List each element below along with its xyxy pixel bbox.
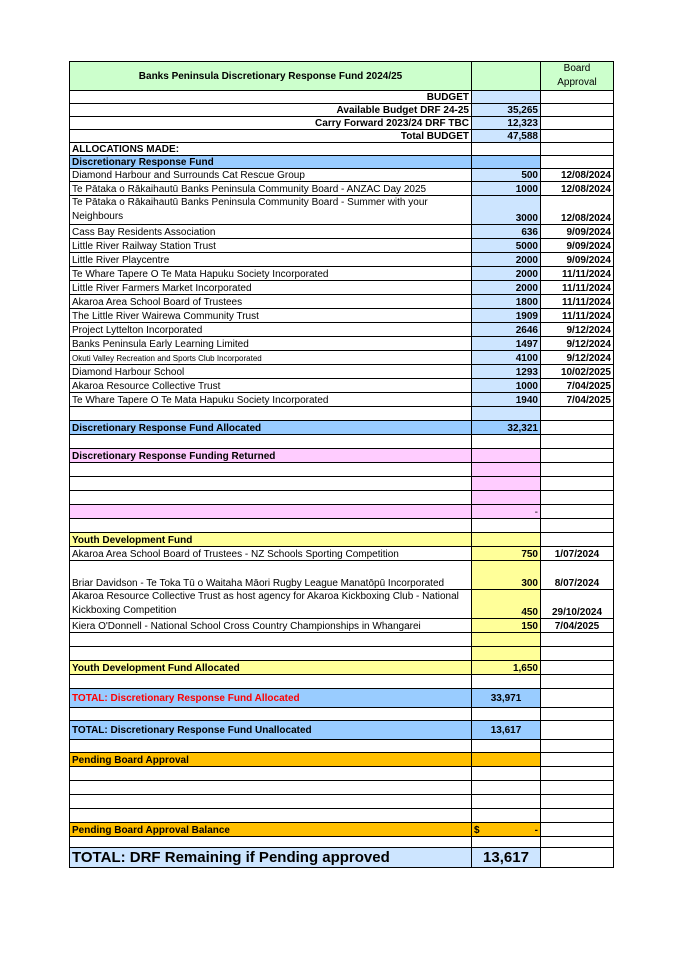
total-unallocated-value: 13,617 [472,721,541,740]
blank-row [70,837,614,848]
table-row: Te Whare Tapere O Te Mata Hapuku Society Incorporated 1940 7/04/2025 [70,393,614,407]
budget-label-row [70,91,614,104]
pending-balance-label: Pending Board Approval Balance [70,823,472,837]
table-row: The Little River Wairewa Community Trust 1909 11/11/2024 [70,309,614,323]
table-row: Kiera O'Donnell - National School Cross Country Championships in Whangarei 150 7/04/2025 [70,619,614,633]
table-row: Akaroa Area School Board of Trustees - NZ Schools Sporting Competition 750 1/07/2024 [70,547,614,561]
returned-total-row [70,505,614,519]
table-row: Diamond Harbour and Surrounds Cat Rescue Group 500 12/08/2024 [70,169,614,182]
empty-cell [472,62,541,91]
table-row: Banks Peninsula Early Learning Limited 1497 9/12/2024 [70,337,614,351]
available-budget-label: Available Budget DRF 24-25 [70,104,472,117]
blank-row [70,675,614,689]
carry-forward-row [70,117,614,130]
carry-forward-label: Carry Forward 2023/24 DRF TBC [70,117,472,130]
ydf-allocated-row [70,661,614,675]
table-row: Briar Davidson - Te Toka Tū o Waitaha Māori Rugby League Manatōpū Incorporated 300 8/07/2024 [70,561,614,590]
blank-row [70,435,614,449]
pending-heading: Pending Board Approval [70,753,472,767]
blank-row [70,407,614,421]
total-unallocated-row [70,721,614,740]
ydf-allocated-label: Youth Development Fund Allocated [70,661,472,675]
table-row: Project Lyttelton Incorporated 2646 9/12/2024 [70,323,614,337]
total-allocated-label: TOTAL: Discretionary Response Fund Allocated [70,689,472,708]
carry-forward-value: 12,323 [472,117,541,130]
table-row: Te Whare Tapere O Te Mata Hapuku Society Incorporated 2000 11/11/2024 [70,267,614,281]
pending-heading-row [70,753,614,767]
drf-allocated-row [70,421,614,435]
total-budget-value: 47,588 [472,130,541,143]
allocations-heading: ALLOCATIONS MADE: [70,143,472,156]
returned-heading: Discretionary Response Funding Returned [70,449,472,463]
table-row: Te Pātaka o Rākaihautū Banks Peninsula Community Board - Summer with your Neighbours 3000 12/08/2024 [70,196,614,225]
ydf-heading: Youth Development Fund [70,533,472,547]
drf-allocated-label: Discretionary Response Fund Allocated [70,421,472,435]
blank-row [70,463,614,477]
ydf-heading-row [70,533,614,547]
table-row: Little River Farmers Market Incorporated 2000 11/11/2024 [70,281,614,295]
table-row: Diamond Harbour School 1293 10/02/2025 [70,365,614,379]
table-row: Akaroa Resource Collective Trust 1000 7/04/2025 [70,379,614,393]
drf-allocated-value: 32,321 [472,421,541,435]
table-row: Okuti Valley Recreation and Sports Club Incorporated 4100 9/12/2024 [70,351,614,365]
total-budget-label: Total BUDGET [70,130,472,143]
pending-balance-amount: - [534,825,538,836]
final-total-label: TOTAL: DRF Remaining if Pending approved [70,848,472,868]
blank-row [70,519,614,533]
total-allocated-row [70,689,614,708]
blank-row [70,708,614,721]
board-approval-header: Board Approval [541,62,614,91]
pending-balance-row [70,823,614,837]
returned-heading-row [70,449,614,463]
total-unallocated-label: TOTAL: Discretionary Response Fund Unallocated [70,721,472,740]
blank-row [70,491,614,505]
blank-row [70,633,614,647]
returned-total-value: - [472,505,541,519]
ydf-allocated-value: 1,650 [472,661,541,675]
budget-label: BUDGET [70,91,472,104]
blank-row [70,740,614,753]
available-budget-row [70,104,614,117]
blank-row [70,647,614,661]
blank-row [70,477,614,491]
table-row: Little River Playcentre 2000 9/09/2024 [70,253,614,267]
pending-balance-value [472,823,541,837]
blank-row [70,781,614,795]
blank-row [70,795,614,809]
total-allocated-value: 33,971 [472,689,541,708]
currency-symbol: $ [474,825,480,836]
header-row [70,62,614,91]
table-row: Little River Railway Station Trust 5000 9/09/2024 [70,239,614,253]
drf-heading: Discretionary Response Fund [70,156,472,169]
final-total-value: 13,617 [472,848,541,868]
table-row: Akaroa Resource Collective Trust as host agency for Akaroa Kickboxing Club - National Kickboxing Competition 450 29/10/2024 [70,590,614,619]
final-total-row [70,848,614,868]
available-budget-value: 35,265 [472,104,541,117]
table-row: Cass Bay Residents Association 636 9/09/2024 [70,225,614,239]
drf-heading-row [70,156,614,169]
total-budget-row [70,130,614,143]
fund-title: Banks Peninsula Discretionary Response Fund 2024/25 [70,62,472,91]
blank-row [70,767,614,781]
blank-row [70,809,614,823]
table-row: Te Pātaka o Rākaihautū Banks Peninsula Community Board - ANZAC Day 2025 1000 12/08/2024 [70,182,614,196]
budget-table [69,61,614,868]
allocations-heading-row [70,143,614,156]
table-row: Akaroa Area School Board of Trustees 1800 11/11/2024 [70,295,614,309]
